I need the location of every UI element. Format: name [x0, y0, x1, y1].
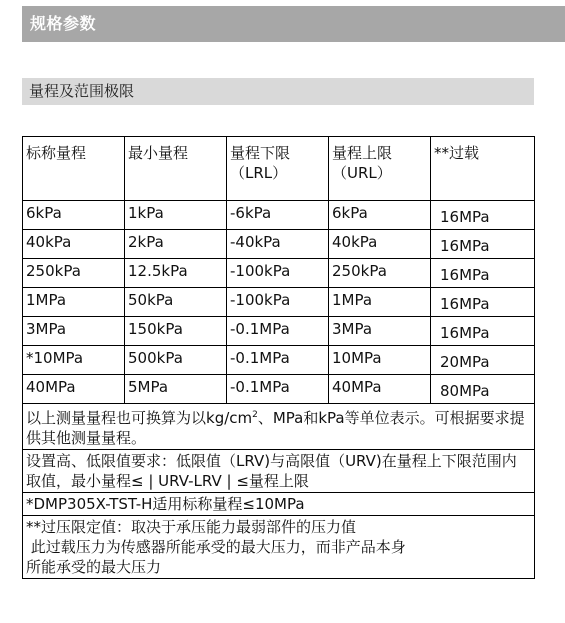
cell-upper-limit: 40kPa [329, 230, 431, 259]
cell-overload [431, 375, 535, 404]
note-row-model [23, 493, 535, 516]
note-unit-conversion-text-tail: 、MPa和kPa等单位表示。可根据要求提供其他测量量程。 [26, 409, 525, 447]
cell-upper-limit: 3MPa [329, 317, 431, 346]
superscript-two: 2 [252, 410, 258, 420]
table-row [23, 317, 535, 346]
cell-lower-limit: -6kPa [227, 201, 329, 230]
spec-header-banner: 规格参数 [22, 6, 565, 42]
header-lower-limit-abbr: （LRL） [230, 164, 288, 182]
note-overpressure-line-3: 所能承受的最大压力 [26, 558, 162, 576]
cell-overload [431, 259, 535, 288]
cell-overload-value: 16MPa [440, 295, 490, 313]
header-lower-limit [227, 137, 329, 201]
note-overpressure-line-1: **过压限定值：取决于承压能力最弱部件的压力值 [26, 518, 357, 536]
cell-nominal-range: 40kPa [23, 230, 125, 259]
cell-nominal-range: 250kPa [23, 259, 125, 288]
cell-overload [431, 230, 535, 259]
cell-lower-limit: -0.1MPa [227, 375, 329, 404]
table-header-row [23, 137, 535, 201]
section-title-range-limits: 量程及范围极限 [22, 78, 534, 105]
cell-min-span: 500kPa [125, 346, 227, 375]
header-overload: **过载 [431, 137, 535, 201]
note-unit-conversion-text: 以上测量量程也可换算为以kg/cm [26, 409, 253, 427]
cell-min-span: 50kPa [125, 288, 227, 317]
cell-min-span: 5MPa [125, 375, 227, 404]
cell-nominal-range: *10MPa [23, 346, 125, 375]
cell-upper-limit: 250kPa [329, 259, 431, 288]
cell-overload-value: 16MPa [440, 208, 490, 226]
cell-overload-value: 80MPa [440, 382, 490, 400]
cell-lower-limit: -100kPa [227, 259, 329, 288]
table-row [23, 230, 535, 259]
cell-nominal-range: 3MPa [23, 317, 125, 346]
cell-overload-value: 20MPa [440, 353, 490, 371]
table-row [23, 375, 535, 404]
note-row-setpoints [23, 450, 535, 493]
table-row [23, 288, 535, 317]
cell-min-span: 1kPa [125, 201, 227, 230]
note-unit-conversion [23, 404, 535, 450]
table-row [23, 259, 535, 288]
range-limits-table [22, 136, 535, 579]
cell-min-span: 150kPa [125, 317, 227, 346]
header-upper-limit-label: 量程上限 [332, 144, 393, 162]
cell-upper-limit: 10MPa [329, 346, 431, 375]
cell-overload-value: 16MPa [440, 237, 490, 255]
note-setting-limits: 设置高、低限值要求：低限值（LRV)与高限值（URV)在量程上下限范围内取值，最小量程≤ | URV-LRV | ≤量程上限 [23, 450, 535, 493]
cell-upper-limit: 40MPa [329, 375, 431, 404]
cell-min-span: 12.5kPa [125, 259, 227, 288]
cell-overload [431, 288, 535, 317]
note-row-overpressure [23, 516, 535, 579]
cell-upper-limit: 1MPa [329, 288, 431, 317]
cell-lower-limit: -0.1MPa [227, 317, 329, 346]
header-lower-limit-label: 量程下限 [230, 144, 291, 162]
cell-overload [431, 346, 535, 375]
cell-lower-limit: -0.1MPa [227, 346, 329, 375]
cell-overload-value: 16MPa [440, 324, 490, 342]
header-min-span: 最小量程 [125, 137, 227, 201]
note-row-units [23, 404, 535, 450]
header-upper-limit-abbr: （URL） [332, 164, 392, 182]
cell-overload [431, 317, 535, 346]
note-overpressure [23, 516, 535, 579]
table-row [23, 201, 535, 230]
header-upper-limit [329, 137, 431, 201]
cell-overload-value: 16MPa [440, 266, 490, 284]
cell-upper-limit: 6kPa [329, 201, 431, 230]
cell-nominal-range: 40MPa [23, 375, 125, 404]
cell-lower-limit: -40kPa [227, 230, 329, 259]
cell-overload [431, 201, 535, 230]
cell-min-span: 2kPa [125, 230, 227, 259]
cell-nominal-range: 6kPa [23, 201, 125, 230]
note-overpressure-line-2: 此过载压力为传感器所能承受的最大压力，而非产品本身 [26, 538, 406, 556]
header-nominal-range: 标称量程 [23, 137, 125, 201]
table-row [23, 346, 535, 375]
cell-lower-limit: -100kPa [227, 288, 329, 317]
cell-nominal-range: 1MPa [23, 288, 125, 317]
note-model-applicability: *DMP305X-TST-H适用标称量程≤10MPa [23, 493, 535, 516]
